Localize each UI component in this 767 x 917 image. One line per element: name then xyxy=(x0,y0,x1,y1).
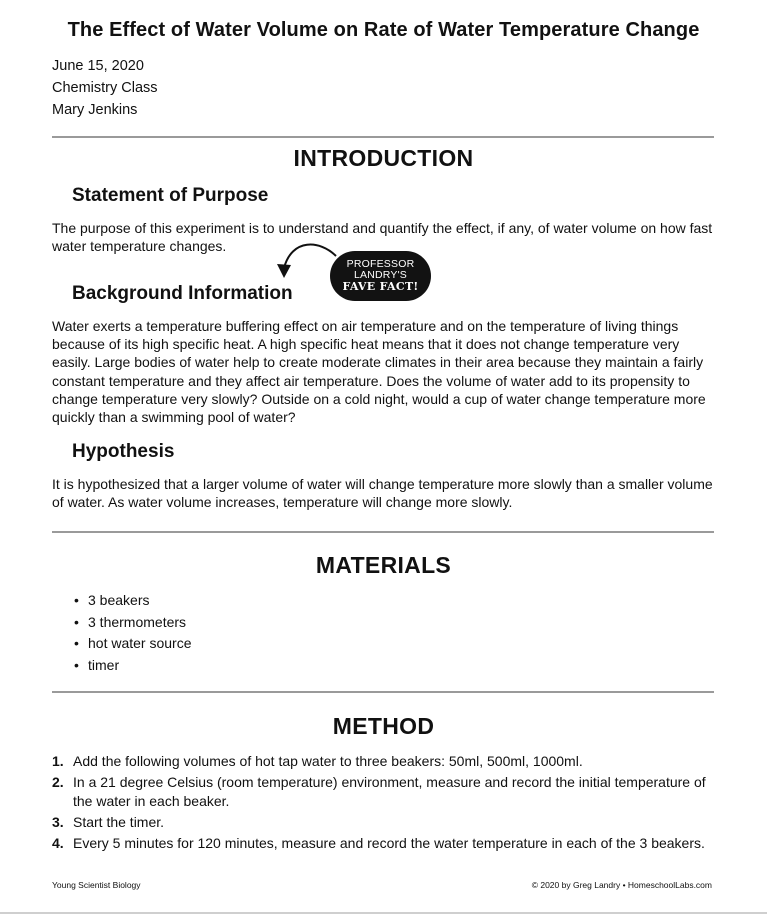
purpose-text: The purpose of this experiment is to understand and quantify the effect, if any, of water volume on how fast water temperature changes. xyxy=(52,220,713,255)
list-item: 1. Add the following volumes of hot tap water to three beakers: 50ml, 500ml, 1000ml. xyxy=(52,753,583,769)
document-meta xyxy=(52,55,158,121)
list-item: 4. Every 5 minutes for 120 minutes, measure and record the water temperature in each of the 3 beakers. xyxy=(52,834,705,851)
meta-date: June 15, 2020 xyxy=(52,58,144,74)
background-heading: Background Information xyxy=(72,283,293,304)
document-title: The Effect of Water Volume on Rate of Water Temperature Change xyxy=(67,19,700,41)
list-item: 2. In a 21 degree Celsius (room temperature) environment, measure and record the initial temperature of the water in each beaker. xyxy=(52,774,706,809)
purpose-heading: Statement of Purpose xyxy=(72,185,269,206)
fave-fact-badge xyxy=(330,251,431,301)
list-item: • timer xyxy=(74,657,120,674)
list-item: • 3 beakers xyxy=(74,592,150,608)
method-steps xyxy=(52,752,720,855)
background-text: Water exerts a temperature buffering effect on air temperature and on the temperature of living things because of its high specific heat. A high specific heat means that it does not change temperature very easily. Large bodies of water help to create moderate climates in their area because they maintain a fairly constant temperature and they affect air temperature. Does the volume of water add to its propensity to change temperature very slowly? Outside on a cold night, would a cup of water change temperature more quickly than a swimming pool of water? xyxy=(52,318,706,426)
materials-heading: MATERIALS xyxy=(315,552,452,578)
section-divider xyxy=(52,531,714,533)
page-edge-divider xyxy=(0,912,767,914)
list-item: 3. Start the timer. xyxy=(52,813,165,830)
badge-line-1: PROFESSOR xyxy=(346,258,415,270)
section-divider xyxy=(52,691,714,693)
hypothesis-heading: Hypothesis xyxy=(72,441,175,462)
method-heading: METHOD xyxy=(332,713,435,739)
list-item: • 3 thermometers xyxy=(74,613,187,630)
badge-line-2: LANDRY'S xyxy=(353,269,407,281)
footer-right: © 2020 by Greg Landry • HomeschoolLabs.com xyxy=(531,880,712,890)
introduction-heading: INTRODUCTION xyxy=(293,145,474,171)
list-item: • hot water source xyxy=(74,635,192,652)
meta-class: Chemistry Class xyxy=(52,80,158,96)
section-divider xyxy=(52,136,714,138)
materials-list xyxy=(74,590,192,677)
badge-line-3: FAVE FACT! xyxy=(342,280,419,293)
hypothesis-text: It is hypothesized that a larger volume of water will change temperature more slowly than a smaller volume of water. As water volume increases, temperature will change more slowly. xyxy=(52,476,713,511)
footer-left: Young Scientist Biology xyxy=(52,880,141,890)
meta-author: Mary Jenkins xyxy=(52,102,138,118)
